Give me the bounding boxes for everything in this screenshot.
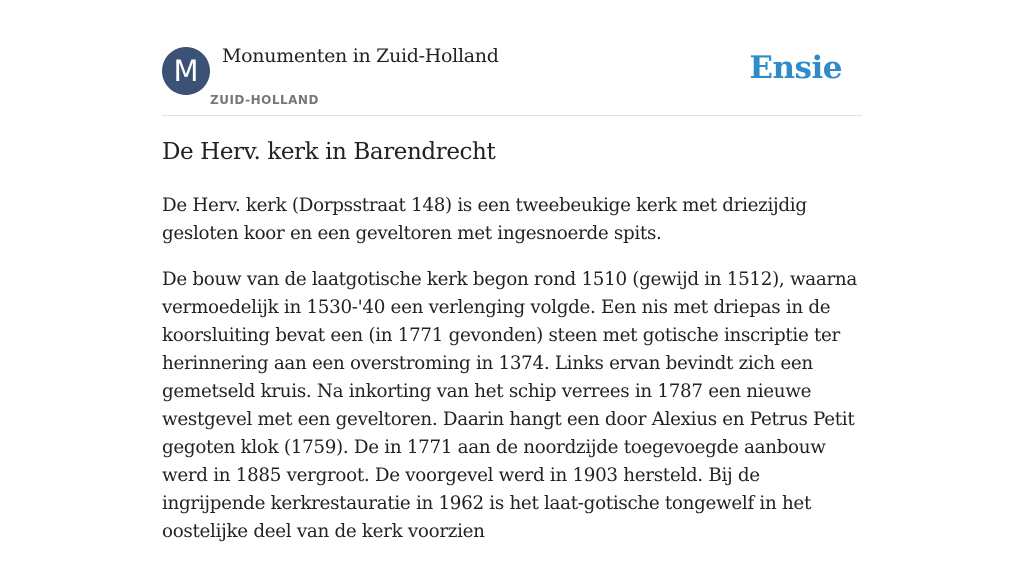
article-container bbox=[162, 0, 862, 542]
ensie-logo[interactable]: Ensie bbox=[749, 50, 842, 86]
paragraph-1: De Herv. kerk (Dorpsstraat 148) is een tweebeukige kerk met driezijdig gesloten koor en een geveltoren met ingesnoerde spits. bbox=[162, 195, 807, 244]
paragraph-2: De bouw van de laatgotische kerk begon rond 1510 (gewijd in 1512), waarna vermoedelijk in 1530-'40 een verlenging volgde. Een nis met driepas in de koorsluiting bevat een (in 1771 gevonden) steen met gotische inscriptie ter herinnering aan een overstroming in 1374. Links ervan bevindt zich een gemetseld kruis. Na inkorting van het schip verrees in 1787 een nieuwe westgevel met een geveltoren. Daarin hangt een door Alexius en Petrus Petit gegoten klok (1759). De in 1771 aan de noordzijde toegevoegde aanbouw werd in 1885 vergroot. De voorgevel werd in 1903 hersteld. Bij de ingrijpende kerkrestauratie in 1962 is het laat-gotische tongewelf in het oostelijke deel van de kerk voorzien bbox=[162, 269, 857, 542]
article-title: De Herv. kerk in Barendrecht bbox=[162, 139, 496, 165]
publication-subtitle[interactable]: ZUID-HOLLAND bbox=[210, 93, 319, 107]
article-body bbox=[162, 192, 862, 564]
publication-title[interactable]: Monumenten in Zuid-Holland bbox=[222, 45, 499, 67]
avatar[interactable]: M bbox=[162, 47, 210, 95]
publication-header bbox=[162, 0, 862, 116]
